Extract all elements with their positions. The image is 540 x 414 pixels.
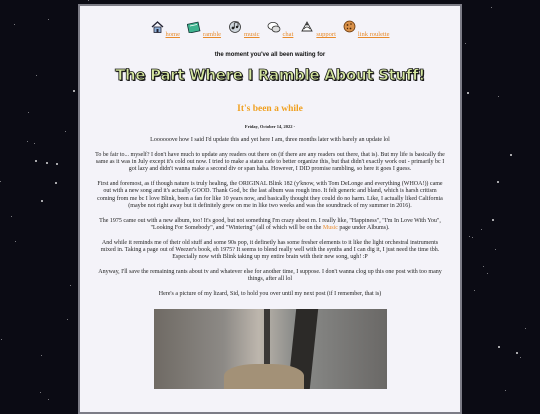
star: [15, 241, 16, 242]
nav-label: link roulette: [357, 31, 390, 38]
notebook-icon: [187, 20, 201, 38]
post-paragraph: To be fair to... myself? I don't have much to update any readers out there on (if there are any readers out there, that is). But my life is basically the same as it was in July except it's cold out now. I tried to make a status cafe to better organize this, but that didn't exactly work out - primarily bc I got lazy and didn't wanna make a second div or span haha. However, I DID promise rambling, so here it goes I guess.: [95, 152, 445, 173]
star: [36, 75, 37, 76]
nav-link-roulette[interactable]: [343, 20, 390, 38]
house-icon: [151, 20, 164, 38]
post-date: Friday, October 14, 2022 -: [244, 124, 296, 129]
star: [11, 216, 12, 217]
nav-ramble[interactable]: [187, 20, 221, 38]
post-paragraph: First and foremost, as if though nature is truly healing, the ORIGINAL Blink 182 (y'know, with Tom DeLonge and everything (WHOA!)) came out with a new song and it's actually GOOD. Thank God, bc the last album was rough imo. It felt generic and bland, which is harsh critism coming from me bc I love Blink, been a fan for like 10 years now, and basically thought they could do no harm. Like, I actually liked California (maybe not right away but it definitely grew on me in like two weeks and was the soundtrack of my summer in 2016).: [97, 181, 443, 209]
post-paragraph: [94, 218, 446, 232]
star: [35, 160, 37, 162]
star: [474, 290, 475, 291]
star: [497, 181, 499, 183]
post-paragraph: Anyway, I'll save the remaining rants about tv and whatever else for another time, I suppose. I don't wanna clog up this one post with too many things, after all lol: [98, 269, 442, 283]
speech-bubble-icon: [267, 20, 281, 38]
star: [70, 285, 71, 286]
star: [472, 237, 473, 238]
star: [48, 399, 49, 400]
content-panel: [78, 4, 462, 414]
star: [525, 328, 526, 329]
star: [498, 96, 499, 97]
star: [0, 181, 1, 182]
star: [520, 357, 521, 358]
nav-home[interactable]: [151, 20, 180, 38]
post-paragraph: And while it reminds me of their old stuff and some 90s pop, it definetly has some fresher elements to it like the light orchestral instruments mixed in. Taking a page out of Weezer's book, eh 1975? It seems to blend really well with the synths and I can dig it, I just need the time tbh. Especially now with Blink taking up my entire brain with their new song, ugh! :P: [100, 239, 440, 261]
star: [41, 200, 43, 202]
star: [1, 339, 2, 340]
star: [467, 92, 469, 94]
star: [469, 236, 470, 237]
nav-chat[interactable]: [267, 20, 294, 38]
music-page-link[interactable]: Music: [322, 224, 338, 231]
star: [34, 143, 35, 144]
star: [516, 352, 518, 354]
star: [67, 319, 68, 320]
nav-bar: [80, 20, 460, 38]
nav-label: ramble: [202, 31, 222, 38]
star: [491, 7, 492, 8]
star: [498, 346, 500, 348]
photo-detail: [224, 364, 304, 389]
star: [40, 392, 41, 393]
star: [41, 355, 42, 356]
music-notes-icon: [228, 20, 242, 38]
lizard-photo: [154, 309, 387, 389]
star: [56, 163, 58, 165]
post-title: It's been a while: [237, 104, 303, 114]
nav-label: chat: [282, 31, 294, 38]
support-icon: [300, 20, 314, 38]
star: [27, 141, 28, 142]
star: [73, 90, 75, 92]
paragraph-text: page under Albums).: [337, 224, 390, 231]
nav-label: support: [316, 31, 336, 38]
star: [55, 182, 57, 184]
star: [492, 219, 494, 221]
nav-support[interactable]: [300, 20, 336, 38]
star: [481, 229, 482, 230]
star: [505, 390, 506, 391]
post-paragraph: Loooooove how I said I'd update this and yet here I am, three months later with barely an update lol: [150, 137, 390, 143]
star: [495, 249, 496, 250]
nav-label: music: [244, 31, 260, 38]
star: [28, 112, 29, 113]
tagline: the moment you've all been waiting for: [214, 52, 326, 58]
nav-music[interactable]: [228, 20, 260, 38]
page-banner: The Part Where I Ramble About Stuff!: [115, 66, 425, 84]
star: [487, 273, 488, 274]
star: [510, 154, 512, 156]
star: [14, 24, 15, 25]
star: [65, 131, 66, 132]
star: [465, 43, 466, 44]
nav-label: home: [165, 31, 180, 38]
cookie-icon: [343, 20, 356, 38]
star: [48, 19, 49, 20]
post-paragraph: Here's a picture of my lizard, Sid, to hold you over until my next post (if I remember, that is): [158, 291, 382, 298]
star: [46, 162, 48, 164]
paragraph-text: The 1975 came out with a new album, too! It's good, but not something I'm crazy about rn. I really like, "Happiness", "I'm In Love With You", "Looking For Somebody", and "Wintering" (all of which will be on the: [99, 217, 441, 231]
star: [483, 266, 484, 267]
star: [88, 0, 89, 1]
